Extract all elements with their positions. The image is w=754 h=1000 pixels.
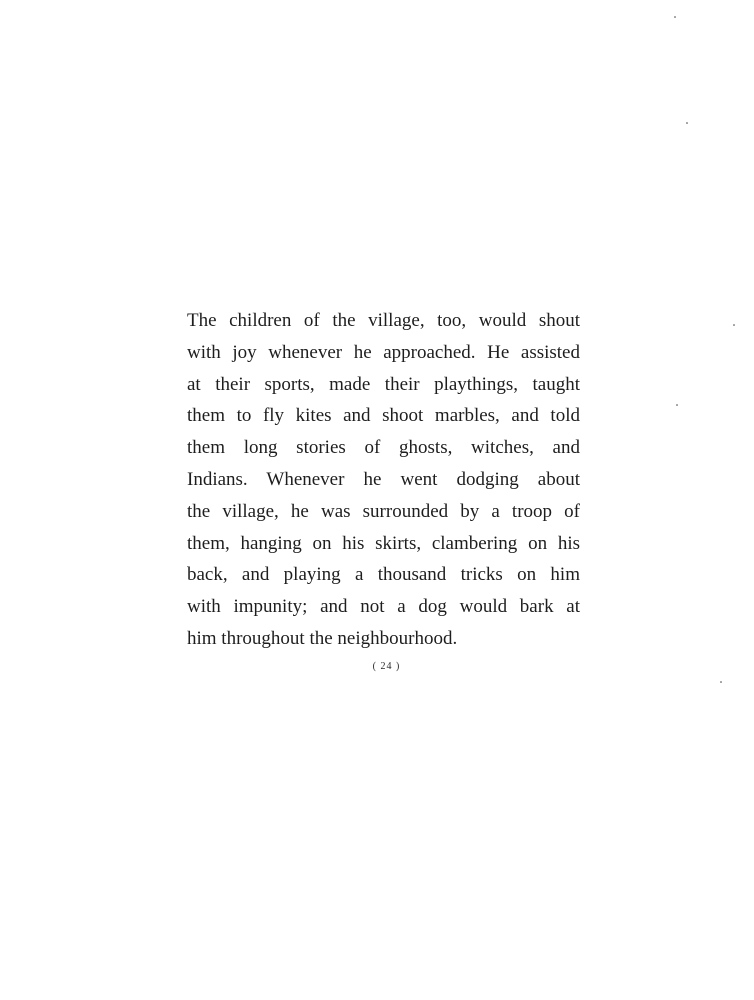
paper-speck — [686, 122, 688, 124]
paper-speck — [733, 324, 735, 326]
body-paragraph — [187, 305, 580, 655]
paper-speck — [720, 681, 722, 683]
text-line: with impunity; and not a dog would bark at — [187, 596, 580, 618]
paper-speck — [676, 404, 678, 406]
text-line: them, hanging on his skirts, clambering on his — [187, 532, 580, 554]
text-line: with joy whenever he approached. He assisted — [187, 341, 580, 363]
text-line: back, and playing a thousand tricks on him — [187, 564, 580, 586]
text-line: The children of the village, too, would shout — [187, 310, 580, 331]
text-line: them long stories of ghosts, witches, and — [187, 437, 580, 459]
text-line: at their sports, made their playthings, taught — [187, 373, 580, 395]
text-line: them to fly kites and shoot marbles, and told — [187, 405, 580, 427]
text-line: the village, he was surrounded by a troop of — [187, 500, 580, 522]
text-line: him throughout the neighbourhood. — [187, 627, 458, 649]
page-number: ( 24 ) — [372, 661, 401, 672]
paper-speck — [674, 16, 676, 18]
text-line: Indians. Whenever he went dodging about — [187, 468, 580, 490]
